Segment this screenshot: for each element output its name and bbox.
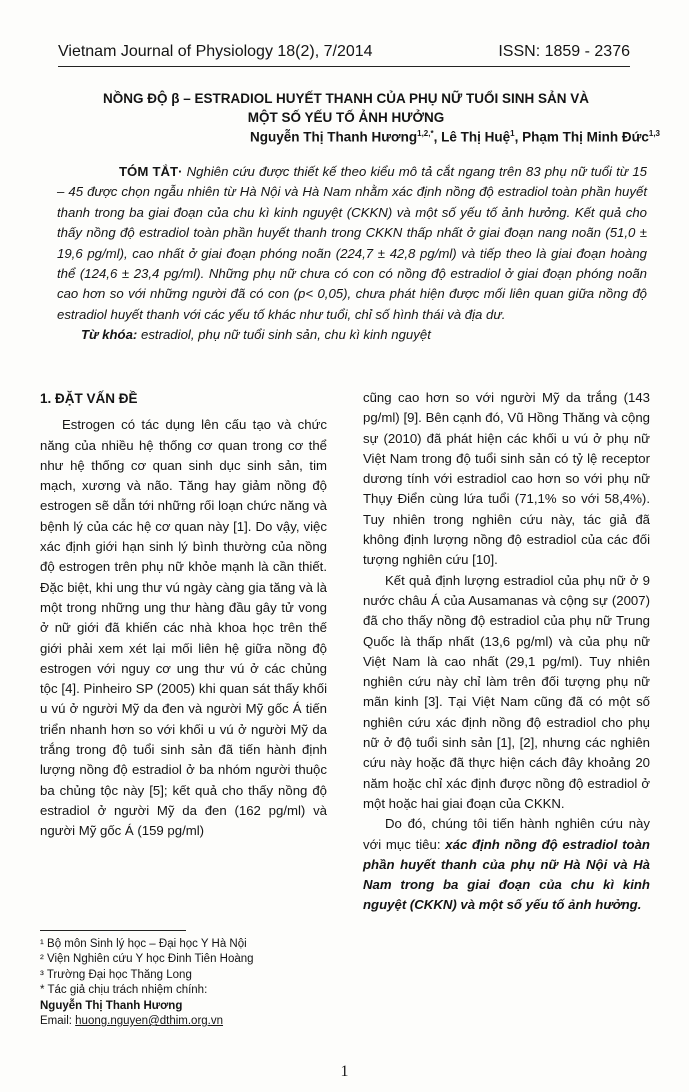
corresponding-email	[40, 1014, 340, 1029]
title-line-2: MỘT SỐ YẾU TỐ ẢNH HƯỞNG	[247, 110, 445, 125]
footnote-divider	[40, 930, 186, 931]
email-link[interactable]: huong.nguyen@dthim.org.vn	[75, 1015, 224, 1028]
footnote-1: ¹ Bộ môn Sinh lý học – Đại học Y Hà Nội	[40, 938, 247, 950]
author-3: Phạm Thị Minh Đức	[522, 129, 649, 145]
corresponding-author-name: Nguyễn Thị Thanh Hương	[40, 999, 183, 1012]
running-header	[58, 41, 630, 67]
paragraph: cũng cao hơn so với người Mỹ da trắng (143 pg/ml) [9]. Bên cạnh đó, Vũ Hồng Thăng và cộng sự (2010) đã phát hiện các khối u vú ở phụ nữ Việt Nam trong độ tuổi sinh sản có tỷ lệ receptor dương tính với estradiol cao hơn so với phụ nữ Thụy Điển cùng lứa tuổi (71,1% so với 58,4%). Tuy nhiên trong nghiên cứu này, tác giả đã không định lượng nồng độ estradiol của các đối tượng nghiên cứu [10].	[363, 390, 650, 568]
paragraph-aim	[363, 814, 650, 915]
right-column	[363, 388, 650, 916]
author-1-affil: 1,2,*	[417, 129, 434, 138]
author-1: Nguyễn Thị Thanh Hương	[250, 129, 418, 145]
title-line-1: NỒNG ĐỘ β – ESTRADIOL HUYẾT THANH CỦA PHỤ NỮ TUỔI SINH SẢN VÀ	[103, 91, 589, 106]
email-label: Email:	[40, 1015, 72, 1028]
paragraph: Kết quả định lượng estradiol của phụ nữ ở 9 nước châu Á của Ausamanas và cộng sự (2007) đã cho thấy nồng độ estradiol của phụ nữ Trung Quốc là thấp nhất (13,6 pg/ml) và của phụ nữ Việt Nam là cao nhất (29,1 pg/ml). Tuy nhiên nghiên cứu này chỉ làm trên đối tượng phụ nữ mãn kinh [3]. Tại Việt Nam cũng đã có một số nghiên cứu xác định nồng độ estradiol cho phụ nữ ở độ tuổi sinh sản [1], [2], nhưng các nghiên cứu này hoặc đã thực hiện cách đây khoảng 20 năm hoặc chỉ xác định được nồng độ estradiol ở một hoặc hai giai đoạn của CKKN.	[363, 572, 650, 811]
abstract-text: Nghiên cứu được thiết kế theo kiểu mô tả cắt ngang trên 83 phụ nữ tuổi từ 15 – 45 được chọn ngẫu nhiên từ Hà Nội và Hà Nam nhằm xác định nồng độ estradiol toàn phần huyết thanh trong ba giai đoạn của chu kì kinh nguyệt (CKKN) và một số yếu tố ảnh hưởng. Kết quả cho thấy nồng độ estradiol toàn phần huyết thanh trong CKKN thấp nhất ở giai đoạn nang noãn (51,0 ± 19,6 pg/ml), cao nhất ở giai đoạn phóng noãn (224,7 ± 42,8 pg/ml) và tiếp theo là giai đoạn hoàng thể (124,6 ± 23,4 pg/ml). Những phụ nữ chưa có con có nồng độ estradiol ở giai đoạn phóng noãn cao hơn so với những người đã có con (p< 0,05), chưa phát hiện được mối liên quan giữa nồng độ estradiol huyết thanh với các yếu tố khác như tuổi, chỉ số hình thái và địa dư.	[57, 164, 647, 322]
journal-name: Vietnam Journal of Physiology 18(2), 7/2014	[58, 43, 373, 60]
author-list: Nguyễn Thị Thanh Hương$^{1,2,*}$, Lê Thị Huệ$^1$, Phạm Thị Minh Đức$^{1,3}$	[250, 129, 660, 145]
keywords-text: estradiol, phụ nữ tuổi sinh sản, chu kì kinh nguyệt	[140, 327, 431, 343]
author-3-affil: 1,3	[648, 129, 660, 138]
section-heading: 1. ĐẶT VẤN ĐỀ	[40, 391, 138, 406]
author-2: Lê Thị Huệ	[441, 129, 511, 145]
footnotes	[40, 937, 340, 1029]
keywords	[57, 325, 647, 345]
footnote-2: ² Viện Nghiên cứu Y học Đinh Tiên Hoàng	[40, 953, 254, 966]
left-column	[40, 388, 327, 842]
paragraph: Estrogen có tác dụng lên cấu tạo và chức năng của nhiều hệ thống cơ quan trong cơ thể như hệ thống cơ quan sinh dục sinh sản, tim mạch, xương và não. Tăng hay giảm nồng độ estrogen sẽ dẫn tới những rối loạn chức năng và bệnh lý của các hệ cơ quan này [1]. Do vậy, việc xác định giới hạn sinh lý bình thường của nồng độ estrogen trên phụ nữ khỏe mạnh là cần thiết. Đặc biệt, khi ung thư vú ngày càng gia tăng và là một trong những ung thư hàng đầu gây tử vong ở nữ giới đã khiến các nhà khoa học trên thế giới phải xem xét lại mối liên hệ giữa nồng độ estrogen với nguy cơ ung thư vú ở các chủng tộc [4]. Pinheiro SP (2005) khi quan sát thấy khối u vú ở người Mỹ da đen và người Mỹ gốc Á tiến triển nhanh hơn so với khối u vú ở người Mỹ da trắng trong độ tuổi sinh sản đã tiến hành định lượng nồng độ estradiol ở ba nhóm người thuộc ba chủng tộc này [5]; kết quả cho thấy nồng độ estradiol ở người Mỹ da đen (162 pg/ml) và người Mỹ gốc Á (159 pg/ml)	[40, 417, 327, 839]
issn: ISSN: 1859 - 2376	[498, 43, 630, 60]
study-aim: xác định nồng độ estradiol toàn phần huyết thanh của phụ nữ Hà Nội và Hà Nam trong ba giai đoạn của chu kì kinh nguyệt (CKKN) và một số yếu tố ảnh hưởng.	[363, 836, 650, 913]
aim-lead: Do đó, chúng tôi tiến hành nghiên cứu này với mục tiêu:	[363, 816, 650, 852]
footnote-3: ³ Trường Đại học Thăng Long	[40, 968, 192, 981]
footnote-corresponding: * Tác giả chịu trách nhiệm chính:	[40, 984, 208, 997]
abstract: TÓM TẮT· Nghiên cứu được thiết kế theo kiểu mô tả cắt ngang trên 83 phụ nữ tuổi từ 15 – 45 được chọn ngẫu nhiên từ Hà Nội và Hà Nam nhằm xác định nồng độ estradiol toàn phần huyết thanh trong ba giai đoạn của chu kì kinh nguyệt (CKKN) và một số yếu tố ảnh hưởng. Kết quả cho thấy nồng độ estradiol toàn phần huyết thanh trong CKKN thấp nhất ở giai đoạn nang noãn (51,0 ± 19,6 pg/ml), cao nhất ở giai đoạn phóng noãn (224,7 ± 42,8 pg/ml) và tiếp theo là giai đoạn hoàng thể (124,6 ± 23,4 pg/ml). Những phụ nữ chưa có con có nồng độ estradiol ở giai đoạn phóng noãn cao hơn so với những người đã có con (p< 0,05), chưa phát hiện được mối liên quan giữa nồng độ estradiol huyết thanh với các yếu tố khác như tuổi, chỉ số hình thái và địa dư. Từ khóa: estradiol, phụ nữ tuổi sinh sản, chu kì kinh nguyệt	[57, 162, 647, 346]
author-2-affil: 1	[510, 129, 515, 138]
keywords-label: Từ khóa:	[81, 327, 138, 343]
page-number: 1	[340, 1063, 349, 1080]
abstract-label: TÓM TẮT	[119, 164, 179, 179]
paper-title	[40, 89, 652, 127]
